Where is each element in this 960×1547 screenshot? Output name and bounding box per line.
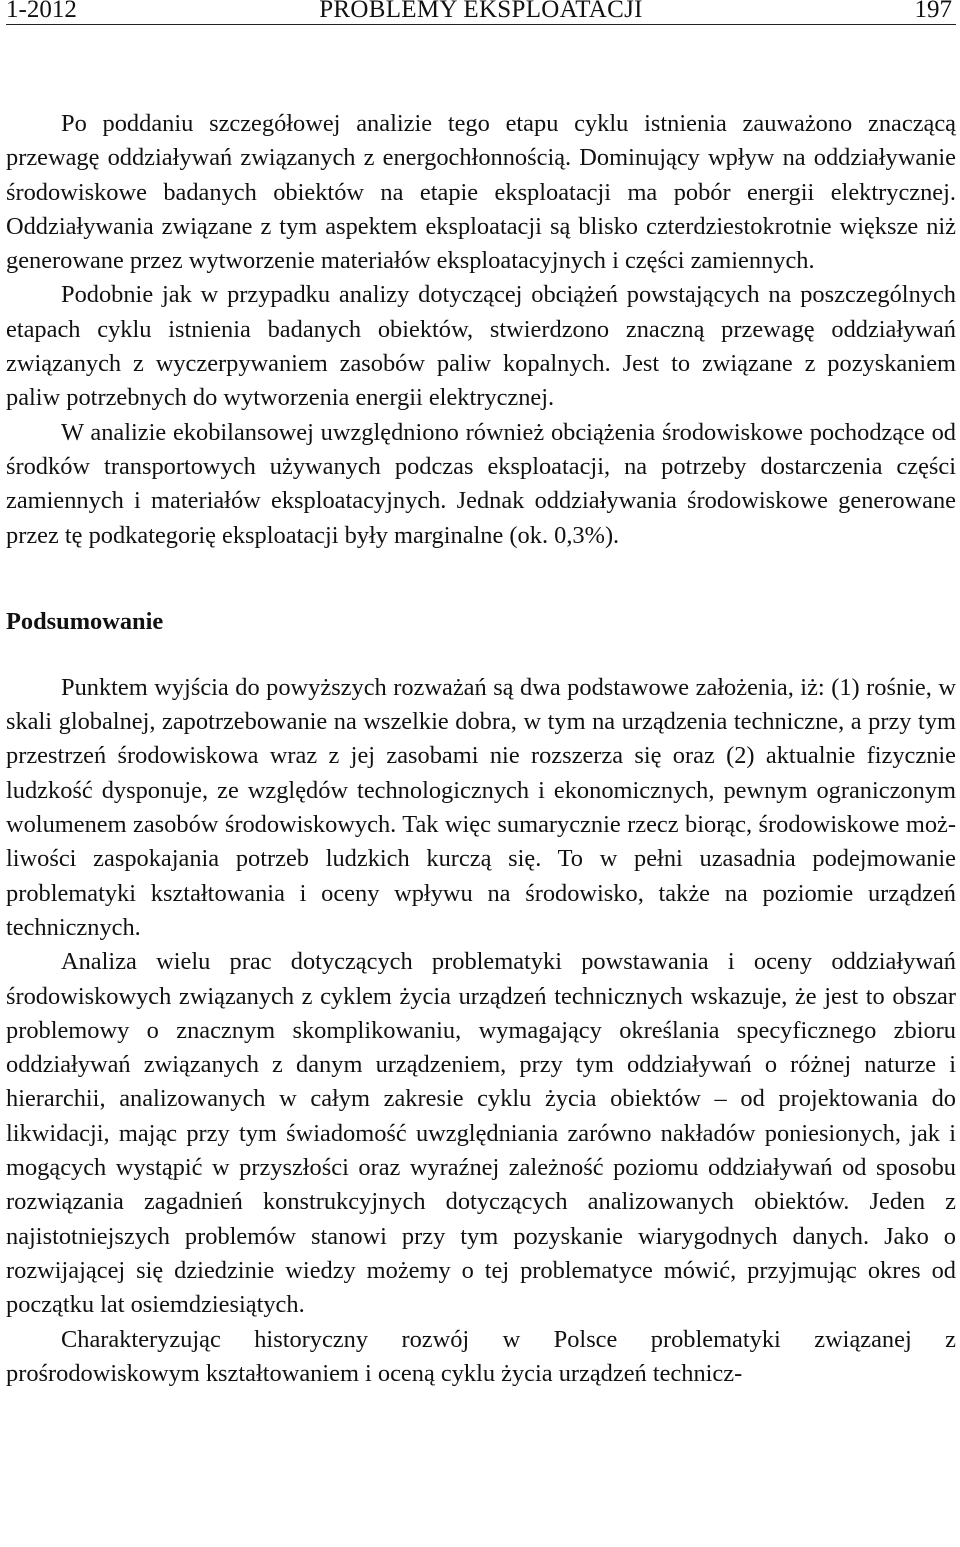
paragraph: Analiza wielu prac dotyczących problematyki powstawania i oceny oddziaływań środowiskowych związanych z cyklem życia urządzeń technicznych wskazuje, że jest to obszar problemowy o znacznym skomplikowaniu, wymagający określania specyficznego zbioru oddziaływań związanych z danym urządzeniem, przy tym oddziaływań o różnej naturze i hierarchii, analizowanych w całym zakresie cyklu życia obiektów – od projektowania do likwidacji, mając przy tym świadomość uwzględniania zarówno nakładów poniesionych, jak i mogących wystąpić w przyszłości oraz wyraźnej zależność poziomu oddziaływań od sposobu rozwiązania zagadnień konstrukcyjnych dotyczących analizowanych obiektów. Jeden z najistotniejszych problemów stanowi przy tym pozyskanie wiarygodnych danych. Jako o rozwijającej się dziedzinie wiedzy możemy o tej problematyce mówić, przyjmując okres od początku lat osiemdziesiątych. <box>6 948 956 1319</box>
section-heading: Podsumowanie <box>6 607 164 635</box>
issue-number: 1-2012 <box>6 0 77 23</box>
document-page <box>6 0 956 1391</box>
paragraph: Punktem wyjścia do powyższych rozważań są dwa podstawowe założenia, iż: (1) rośnie, w skali globalnej, zapotrzebowanie na wszelkie dobra, w tym na urządzenia techniczne, a przy tym przestrzeń środowiskowa wraz z jej zasobami nie rozszerza się oraz (2) aktualnie fizycznie ludzkość dysponuje, ze względów technologicznych i ekonomicznych, pewnym ograniczonym wolumenem zasobów środowiskowych. Tak więc sumarycznie rzecz biorąc, środowiskowe możliwości zaspokajania potrzeb ludzkich kurczą się. To w pełni uzasadnia podejmowanie problematyki kształtowania i oceny wpływu na środowisko, także na poziomie urządzeń technicznych. <box>6 673 956 941</box>
journal-title: PROBLEMY EKSPLOATACJI <box>319 0 643 23</box>
paragraph: Podobnie jak w przypadku analizy dotyczącej obciążeń powstających na poszczególnych etapach cyklu istnienia badanych obiektów, stwierdzono znaczną przewagę oddziaływań związanych z wyczerpywaniem zasobów paliw kopalnych. Jest to związane z pozyskaniem paliw potrzebnych do wytworzenia energii elektrycznej. <box>6 281 956 412</box>
page-number: 197 <box>914 0 952 23</box>
paragraph: W analizie ekobilansowej uwzględniono również obciążenia środowiskowe pochodzące od środków transportowych używanych podczas eksploatacji, na potrzeby dostarczenia części zamiennych i materiałów eksploatacyjnych. Jednak oddziaływania środowiskowe generowane przez tę podkategorię eksploatacji były marginalne (ok. 0,3%). <box>6 418 956 549</box>
body-section-after <box>6 671 956 1391</box>
paragraph: Po poddaniu szczegółowej analizie tego etapu cyklu istnienia zauważono znaczącą przewagę oddziaływań związanych z energochłonnością. Dominujący wpływ na oddziaływanie środowiskowe badanych obiektów na etapie eksploatacji ma pobór energii elektrycznej. Oddziaływania związane z tym aspektem eksploatacji są blisko czterdziestokrotnie większe niż generowane przez wytworzenie materiałów eksploatacyjnych i części zamiennych. <box>6 110 956 275</box>
body-section-before <box>6 107 956 553</box>
running-header <box>6 0 956 25</box>
paragraph: Charakteryzując historyczny rozwój w Polsce problematyki związanej z prośrodowiskowym kształtowaniem i oceną cyklu życia urządzeń technicz- <box>6 1325 956 1387</box>
